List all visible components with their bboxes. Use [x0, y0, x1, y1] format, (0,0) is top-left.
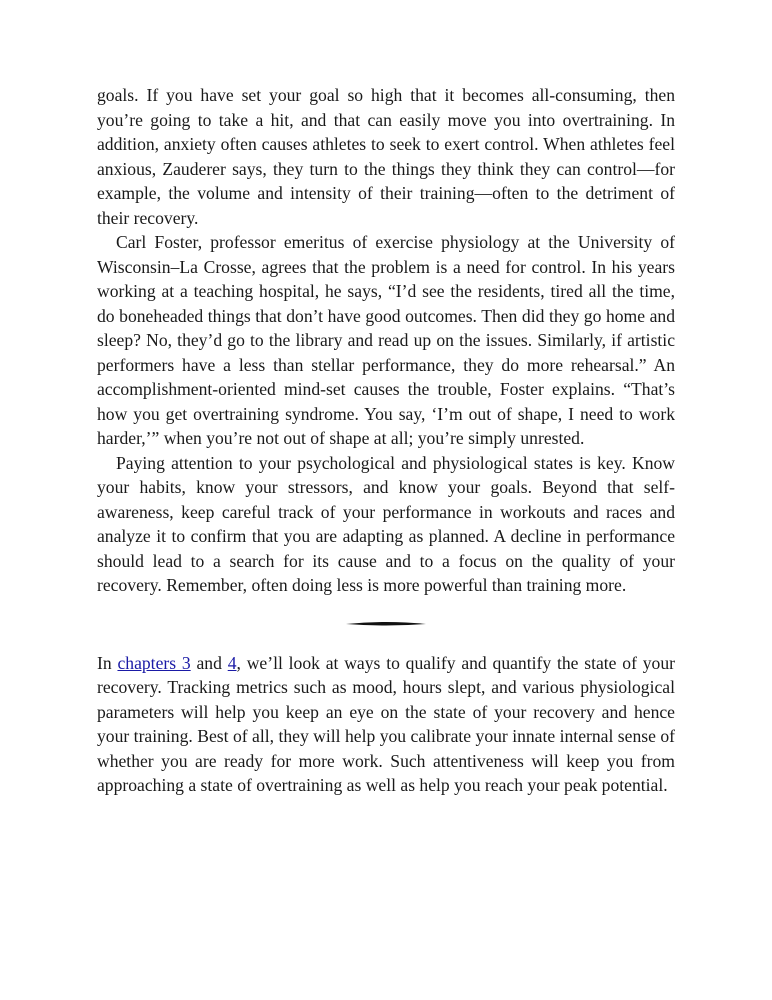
paragraph-text: In — [97, 652, 118, 673]
paragraph: Paying attention to your psychological and physiological states is key. Know your habits, know your stressors, and know your goals. Beyond that self-awareness, keep careful track of your performance in workouts and races and analyze it to confirm that you are adapting as planned. A decline in performance should lead to a search for its cause and to a focus on the quality of your recovery. Remember, often doing less is more powerful than training more. — [97, 452, 675, 595]
paragraph: goals. If you have set your goal so high that it becomes all-consuming, then you’re going to take a hit, and that can easily move you into overtraining. In addition, anxiety often causes athletes to seek to exert control. When athletes feel anxious, Zauderer says, they turn to the things they think they can control—for example, the volume and intensity of their training—often to the detriment of their recovery. — [97, 85, 675, 228]
document-page — [97, 83, 675, 798]
section-divider-ornament — [346, 619, 426, 629]
paragraph-text: , we’ll look at ways to qualify and quantify the state of your recovery. Tracking metrics such as mood, hours slept, and various physiological parameters will help you keep an eye on the state of your recovery and hence your training. Best of all, they will help you calibrate your innate internal sense of whether you are ready for more work. Such attentiveness will keep you from approaching a state of overtraining as well as help you reach your peak potential. — [97, 652, 675, 795]
paragraph-text: and — [190, 652, 228, 673]
paragraph — [97, 651, 675, 798]
paragraph: Carl Foster, professor emeritus of exercise physiology at the University of Wisconsin–La Crosse, agrees that the problem is a need for control. In his years working at a teaching hospital, he says, “I’d see the residents, tired all the time, do boneheaded things that don’t have good outcomes. Then did they go home and sleep? No, they’d go to the library and read up on the issues. Similarly, if artistic performers have a less than stellar performance, they do more rehearsal.” An accomplishment-oriented mind-set causes the trouble, Foster explains. “That’s how you get overtraining syndrome. You say, ‘I’m out of shape, I need to work harder,’” when you’re not out of shape at all; you’re simply unrested. — [97, 232, 675, 448]
chapter-3-link[interactable]: chapters 3 — [117, 652, 191, 673]
chapter-4-link[interactable]: 4 — [227, 652, 237, 673]
